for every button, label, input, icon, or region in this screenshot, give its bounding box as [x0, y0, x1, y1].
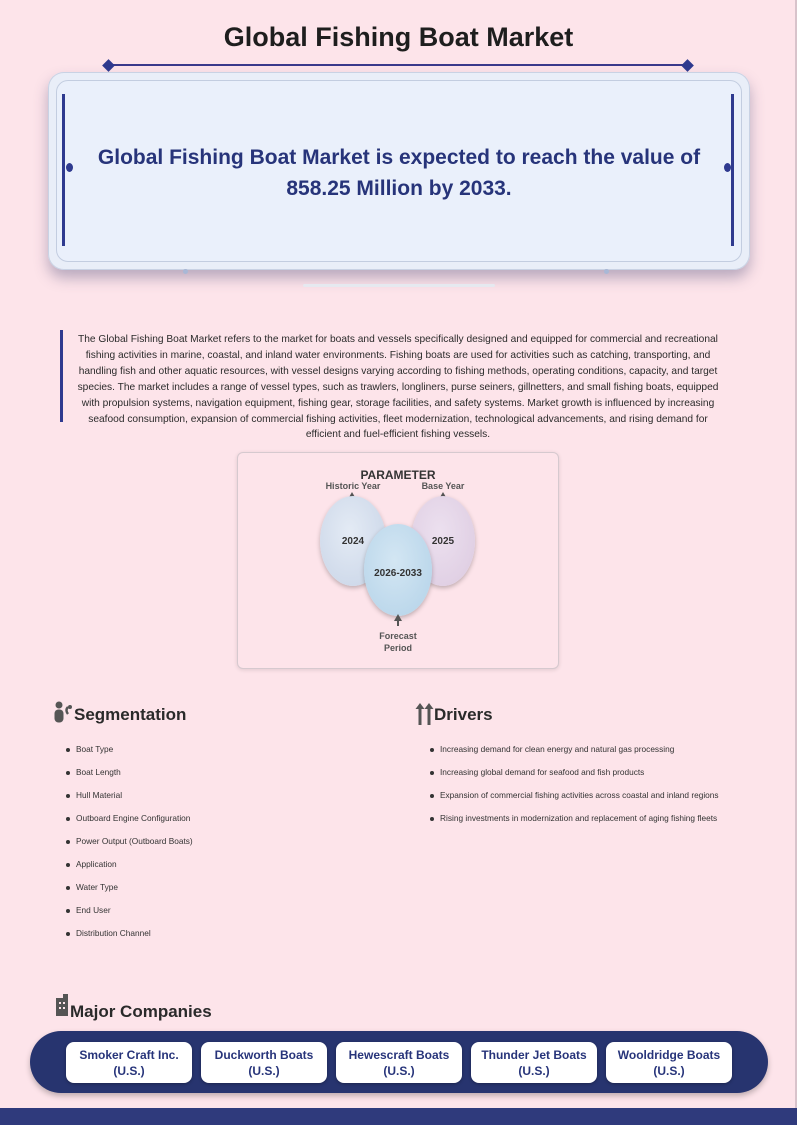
hero-right-bar	[731, 94, 734, 246]
bullet-icon	[66, 794, 70, 798]
forecast-label-line1: Forecast	[379, 631, 417, 641]
segmentation-item-label: Application	[76, 859, 117, 869]
company-card	[606, 1042, 732, 1083]
base-year-value: 2025	[431, 536, 455, 547]
hero-text: Global Fishing Boat Market is expected to reach the value of 858.25 Million by 2033.	[97, 146, 701, 200]
hero-shadow-line	[303, 284, 495, 287]
company-name: Duckworth Boats	[214, 1048, 314, 1062]
segmentation-item	[66, 743, 366, 766]
bullet-icon	[66, 886, 70, 890]
segmentation-item-label: Water Type	[76, 882, 118, 892]
company-name: Smoker Craft Inc.	[79, 1048, 179, 1062]
drivers-list	[430, 743, 740, 835]
bullet-icon	[430, 748, 434, 752]
arrow-stem	[397, 620, 399, 626]
segmentation-item-label: Power Output (Outboard Boats)	[76, 836, 193, 846]
drivers-title: Drivers	[434, 705, 493, 724]
company-name: Hewescraft Boats	[348, 1048, 450, 1062]
title-divider	[108, 64, 688, 66]
company-card	[66, 1042, 192, 1083]
hero-right-dot	[724, 163, 731, 172]
bullet-icon	[430, 771, 434, 775]
company-country: (U.S.)	[248, 1064, 280, 1078]
company-country: (U.S.)	[653, 1064, 685, 1078]
parameter-title: PARAMETER	[360, 468, 436, 482]
company-card	[471, 1042, 597, 1083]
hero-left-dot	[66, 163, 73, 172]
segmentation-item-label: End User	[76, 905, 111, 915]
segmentation-item	[66, 881, 366, 904]
driver-item	[430, 789, 740, 801]
bullet-icon	[66, 863, 70, 867]
forecast-label-line2: Period	[383, 643, 412, 653]
company-name: Wooldridge Boats	[617, 1048, 721, 1062]
segmentation-item	[66, 927, 366, 950]
bullet-icon	[430, 817, 434, 821]
company-country: (U.S.)	[383, 1064, 415, 1078]
up-arrows-icon	[415, 702, 435, 732]
driver-item	[430, 812, 740, 824]
company-card	[201, 1042, 327, 1083]
diamond-icon	[102, 59, 115, 72]
bullet-icon	[430, 794, 434, 798]
hero-shadow-dot	[183, 269, 188, 274]
driver-item-label: Increasing global demand for seafood and fish products	[440, 767, 645, 777]
forecast-period-label	[368, 630, 428, 654]
description-accent-bar	[60, 330, 63, 422]
segmentation-item	[66, 835, 366, 858]
segmentation-item-label: Boat Type	[76, 744, 114, 754]
diamond-icon	[681, 59, 694, 72]
building-icon	[54, 993, 70, 1023]
company-country: (U.S.)	[113, 1064, 145, 1078]
historic-year-label: Historic Year	[325, 481, 381, 491]
people-icon	[52, 700, 74, 730]
bullet-icon	[66, 817, 70, 821]
segmentation-item	[66, 789, 366, 812]
driver-item	[430, 743, 740, 755]
company-country: (U.S.)	[518, 1064, 550, 1078]
companies-title: Major Companies	[70, 1002, 212, 1021]
segmentation-list	[66, 743, 366, 950]
company-name: Thunder Jet Boats	[481, 1048, 587, 1062]
base-year-label: Base Year	[421, 481, 465, 491]
segmentation-title: Segmentation	[74, 705, 187, 724]
forecast-period-value: 2026-2033	[374, 568, 422, 579]
driver-item-label: Expansion of commercial fishing activities across coastal and inland regions	[440, 790, 719, 800]
page-title: Global Fishing Boat Market	[223, 22, 574, 52]
bullet-icon	[66, 909, 70, 913]
bullet-icon	[66, 771, 70, 775]
segmentation-item-label: Hull Material	[76, 790, 123, 800]
segmentation-item-label: Outboard Engine Configuration	[76, 813, 191, 823]
segmentation-item	[66, 858, 366, 881]
segmentation-item	[66, 812, 366, 835]
segmentation-item	[66, 904, 366, 927]
company-card	[336, 1042, 462, 1083]
hero-shadow-dot	[604, 269, 609, 274]
driver-item-label: Rising investments in modernization and replacement of aging fishing fleets	[440, 813, 718, 823]
driver-item	[430, 766, 740, 778]
bullet-icon	[66, 748, 70, 752]
bullet-icon	[66, 840, 70, 844]
driver-item-label: Increasing demand for clean energy and natural gas processing	[440, 744, 675, 754]
historic-year-value: 2024	[341, 536, 365, 547]
hero-left-bar	[62, 94, 65, 246]
market-description: The Global Fishing Boat Market refers to the market for boats and vessels specifically designed and equipped for commercial and recreational fishing activities in marine, coastal, and inland water environments. Fishing boats are used for activities such as catching, transporting, and handling fish and other aquatic resources, with vessel designs varying according to fishing methods, operating conditions, capacity, and target species. The market includes a range of vessel types, such as trawlers, longliners, purse seiners, gillnetters, and small fishing boats, equipped with propulsion systems, navigation equipment, fishing gear, storage facilities, and safety systems. Market growth is influenced by increasing seafood consumption, expansion of commercial fishing activities, fleet modernization, technological advancements, and rising demand for efficient and fuel-efficient fishing vessels.	[77, 334, 719, 441]
bullet-icon	[66, 932, 70, 936]
segmentation-item-label: Boat Length	[76, 767, 121, 777]
segmentation-item-label: Distribution Channel	[76, 928, 151, 938]
segmentation-item	[66, 766, 366, 789]
footer-bar	[0, 1108, 797, 1125]
